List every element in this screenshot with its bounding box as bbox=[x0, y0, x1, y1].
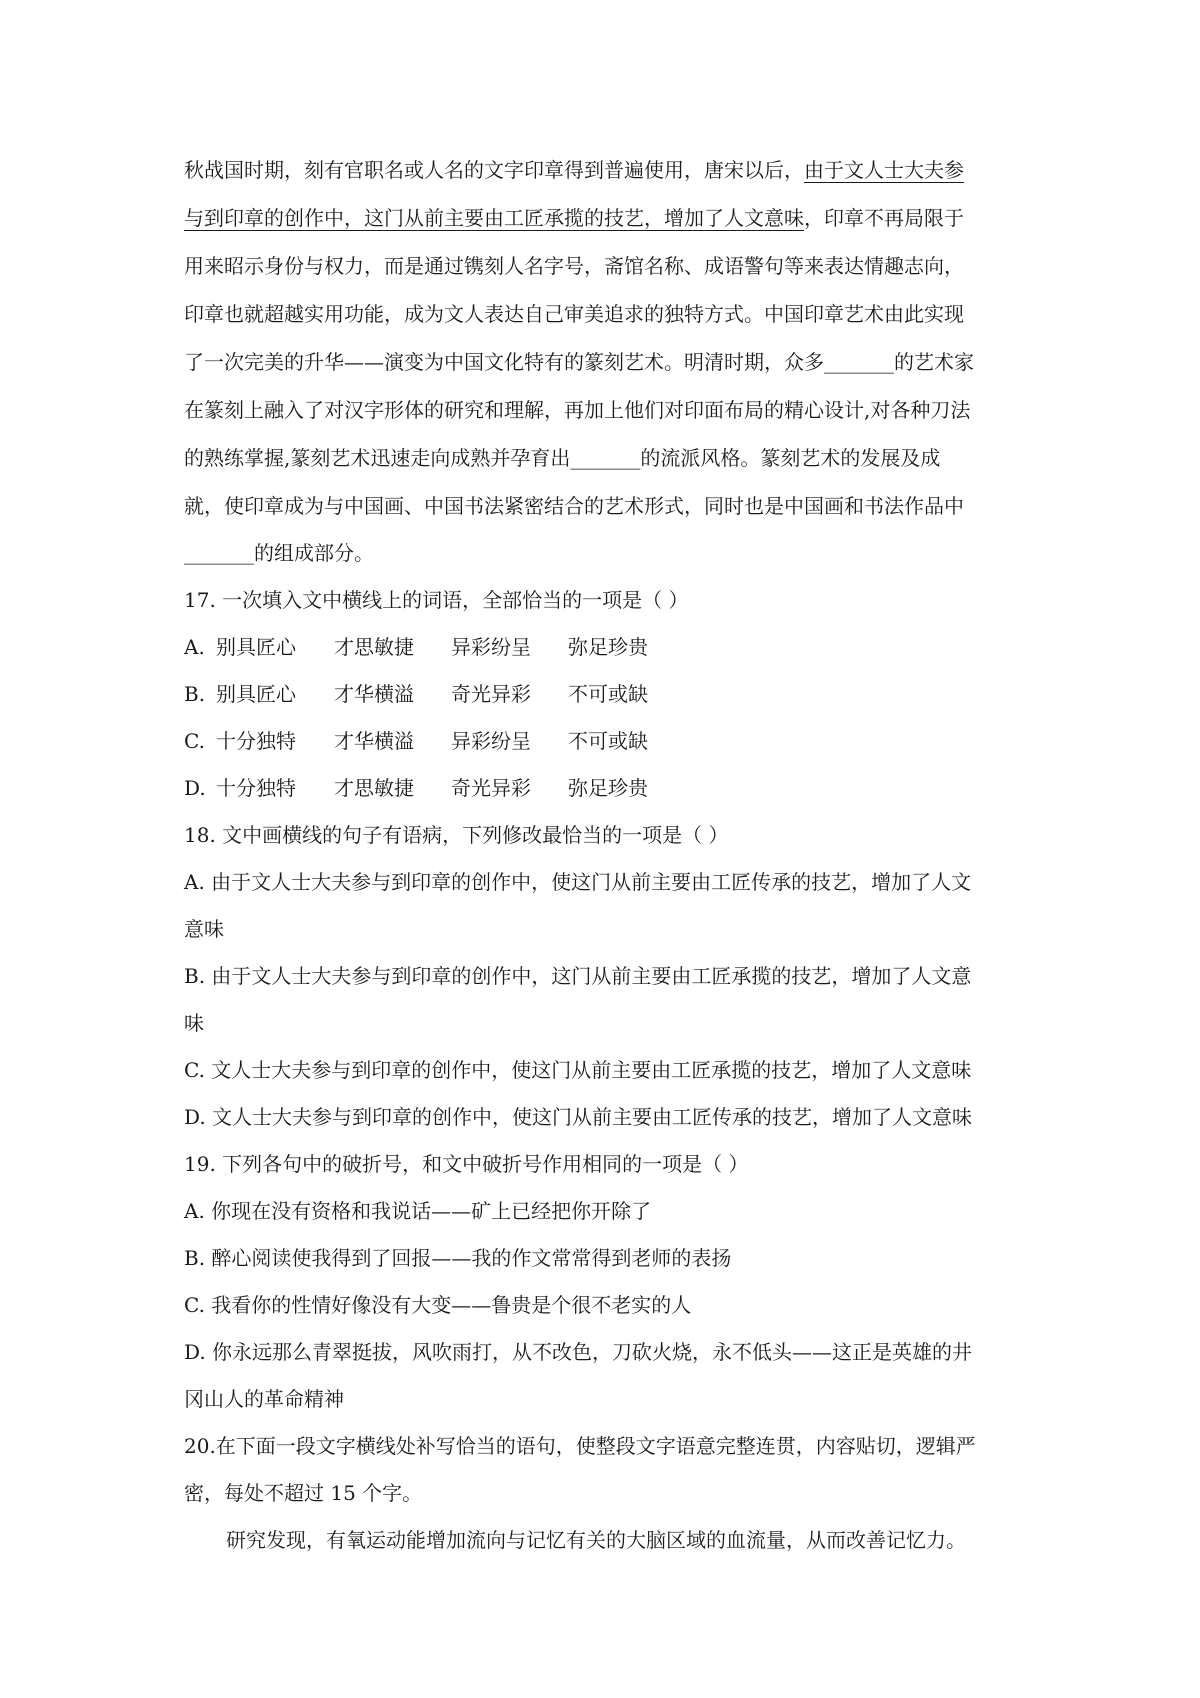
q17-option-d: D. 十分独特 才思敏捷 奇光异彩 弥足珍贵 bbox=[184, 776, 648, 800]
passage-line: 在篆刻上融入了对汉字形体的研究和理解，再加上他们对印面布局的精心设计,对各种刀法 bbox=[184, 398, 971, 422]
q17-option-a: A. 别具匠心 才思敏捷 异彩纷呈 弥足珍贵 bbox=[184, 635, 648, 659]
passage-line: 的熟练掌握,篆刻艺术迅速走向成熟并孕育出_______的流派风格。篆刻艺术的发展及成 bbox=[184, 446, 941, 470]
q18-option-b: B. 由于文人士大夫参与到印章的创作中，这门从前主要由工匠承揽的技艺，增加了人文意 bbox=[184, 964, 972, 988]
passage-text: ，印章不再局限于 bbox=[804, 206, 964, 230]
passage-line: 了一次完美的升华——演变为中国文化特有的篆刻艺术。明清时期，众多_______的艺术家 bbox=[184, 350, 974, 374]
q20-paragraph: 研究发现，有氧运动能增加流向与记忆有关的大脑区域的血流量，从而改善记忆力。 bbox=[226, 1528, 966, 1552]
question-20-stem-cont: 密，每处不超过 15 个字。 bbox=[184, 1481, 423, 1505]
passage-line bbox=[184, 194, 1034, 242]
q19-option-c: C. 我看你的性情好像没有大变——鲁贵是个很不老实的人 bbox=[184, 1293, 692, 1317]
question-17-stem: 17. 一次填入文中横线上的词语，全部恰当的一项是（ ） bbox=[184, 588, 689, 612]
passage-line: 印章也就超越实用功能，成为文人表达自己审美追求的独特方式。中国印章艺术由此实现 bbox=[184, 302, 964, 326]
q18-option-b-cont: 味 bbox=[184, 1011, 204, 1035]
q18-option-c: C. 文人士大夫参与到印章的创作中，使这门从前主要由工匠承揽的技艺，增加了人文意味 bbox=[184, 1058, 972, 1082]
q17-option-c: C. 十分独特 才华横溢 异彩纷呈 不可或缺 bbox=[184, 729, 648, 753]
q18-option-a: A. 由于文人士大夫参与到印章的创作中，使这门从前主要由工匠传承的技艺，增加了人文 bbox=[184, 870, 972, 894]
q17-option-b: B. 别具匠心 才华横溢 奇光异彩 不可或缺 bbox=[184, 682, 648, 706]
passage-line: 就，使印章成为与中国画、中国书法紧密结合的艺术形式，同时也是中国画和书法作品中 bbox=[184, 494, 964, 518]
underlined-sentence: 由于文人士大夫参 bbox=[804, 158, 964, 182]
q18-option-d: D. 文人士大夫参与到印章的创作中，使这门从前主要由工匠传承的技艺，增加了人文意味 bbox=[184, 1105, 973, 1129]
underlined-sentence: 与到印章的创作中，这门从前主要由工匠承揽的技艺，增加了人文意味 bbox=[184, 206, 804, 230]
q18-option-a-cont: 意味 bbox=[184, 917, 224, 941]
passage-line bbox=[184, 146, 1034, 194]
q19-option-b: B. 醉心阅读使我得到了回报——我的作文常常得到老师的表扬 bbox=[184, 1246, 732, 1270]
passage-line: _______的组成部分。 bbox=[184, 541, 374, 565]
q19-option-d: D. 你永远那么青翠挺拔，风吹雨打，从不改色，刀砍火烧，永不低头——这正是英雄的井 bbox=[184, 1340, 973, 1364]
q19-option-a: A. 你现在没有资格和我说话——矿上已经把你开除了 bbox=[184, 1199, 652, 1223]
question-19-stem: 19. 下列各句中的破折号，和文中破折号作用相同的一项是（ ） bbox=[184, 1152, 749, 1176]
passage-line: 用来昭示身份与权力，而是通过镌刻人名字号，斋馆名称、成语警句等来表达情趣志向， bbox=[184, 254, 964, 278]
passage-text: 秋战国时期，刻有官职名或人名的文字印章得到普遍使用，唐宋以后， bbox=[184, 158, 804, 182]
question-20-stem: 20.在下面一段文字横线处补写恰当的语句，使整段文字语意完整连贯，内容贴切，逻辑严 bbox=[184, 1434, 976, 1458]
question-18-stem: 18. 文中画横线的句子有语病，下列修改最恰当的一项是（ ） bbox=[184, 823, 729, 847]
q19-option-d-cont: 冈山人的革命精神 bbox=[184, 1387, 344, 1411]
exam-page bbox=[184, 146, 1034, 1564]
